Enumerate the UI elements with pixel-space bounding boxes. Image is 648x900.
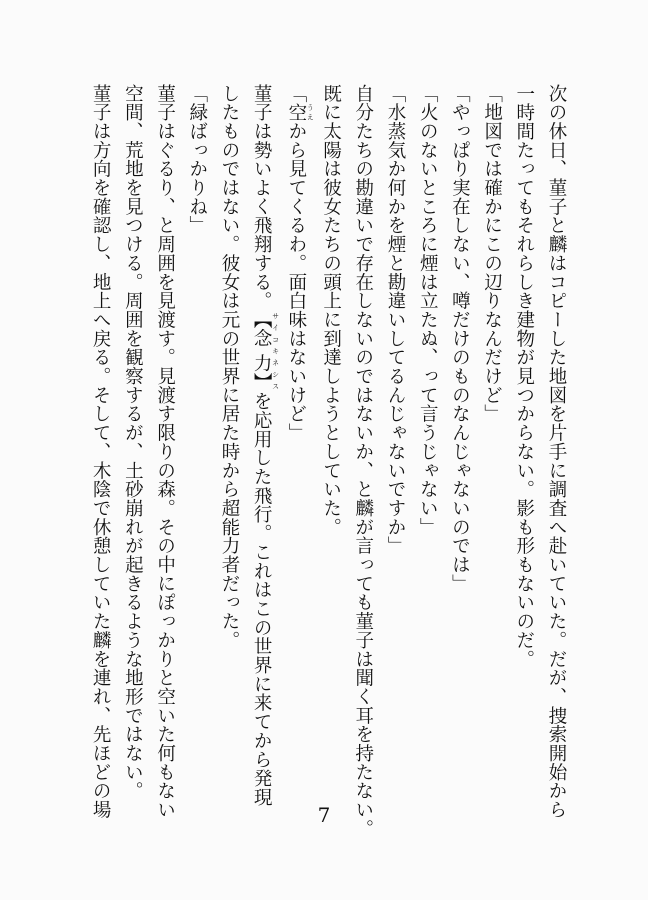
text-line: 菫子はぐるり、と周囲を見渡す。見渡す限りの森。その中にぽっかりと空いた何もない: [154, 84, 176, 820]
text-line: 菫子は方向を確認し、地上へ戻る。そして、木陰で休憩していた麟を連れ、先ほどの場: [90, 84, 112, 820]
text-line: [245, 84, 280, 807]
text-line: 「火のないところに煙は立たぬ、って言うじゃない」: [417, 84, 439, 537]
ruby-word-nenriki: 【念 力】 サイコキネシス: [251, 310, 280, 392]
line-segment: を応用した飛行。これはこの世界に来てから発現: [251, 391, 273, 807]
page-number: 7: [317, 803, 331, 827]
line-segment: から見てくるわ。面白味はないけど」: [285, 121, 307, 443]
line-segment: 「: [285, 84, 307, 103]
text-line: 「やっぱり実在しない、噂だけのものなんじゃないのでは」: [449, 84, 471, 593]
ruby-annotation: サイコキネシス: [271, 310, 280, 392]
text-line: したものではない。彼女は元の世界に居た時から超能力者だった。: [218, 84, 240, 650]
ruby-annotation: うえ: [306, 102, 315, 122]
text-line: 一時間たってもそれらしき建物が見つからない。影も形もないのだ。: [513, 84, 535, 669]
text-line: 「水蒸気か何かを煙と勘違いしてるんじゃないですか」: [384, 84, 406, 556]
text-line: 自分たちの勘違いで存在しないのではないか、と麟が言っても菫子は聞く耳を持たない。: [352, 84, 374, 838]
text-line: 既に太陽は彼女たちの頭上に到達しようとしていた。: [320, 84, 342, 537]
vertical-text-body: [52, 84, 572, 838]
text-line: 次の休日、菫子と麟はコピーした地図を片手に調査へ赴いていた。だが、捜索開始から: [546, 84, 567, 820]
text-line: [280, 84, 315, 796]
ruby-word-sora: 空 うえ: [285, 102, 315, 122]
line-segment: 菫子は勢いよく飛翔する。: [251, 84, 273, 311]
text-line: 「地図では確かにこの辺りなんだけど」: [481, 84, 503, 424]
text-line: 「緑ばっかりね」: [186, 84, 208, 235]
text-line: 空間、荒地を見つける。周囲を観察するが、土砂崩れが起きるような地形ではない。: [122, 84, 144, 801]
